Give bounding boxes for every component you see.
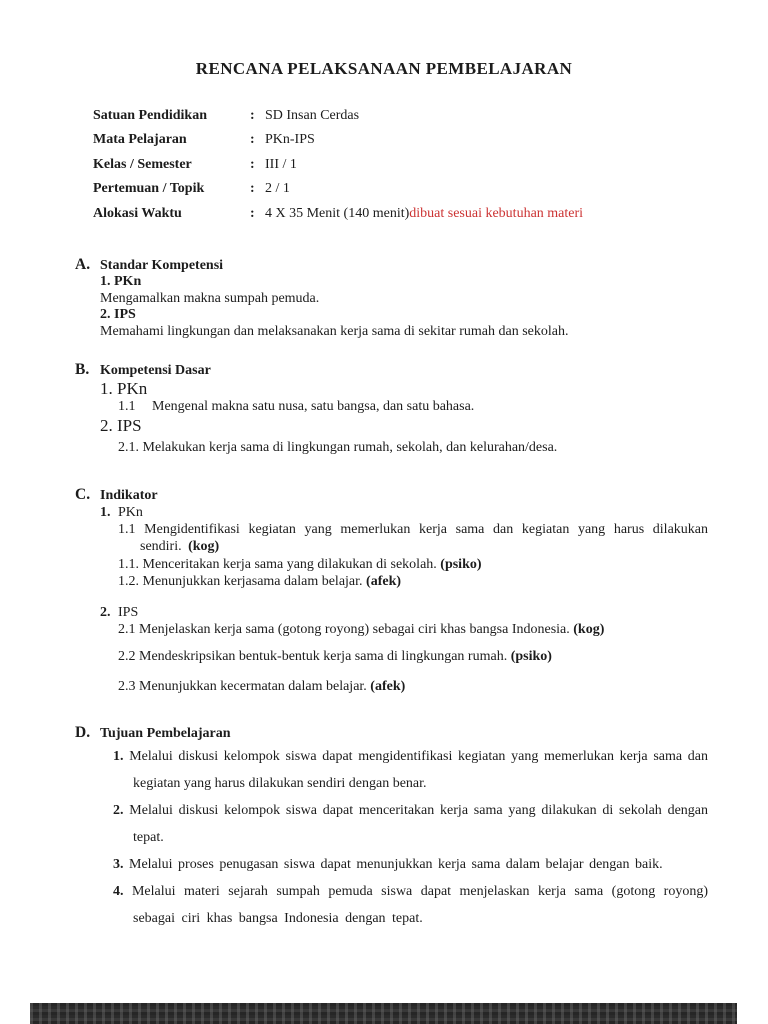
section-heading: Indikator bbox=[100, 487, 158, 503]
list-item bbox=[118, 621, 708, 639]
indicator-group-label bbox=[100, 604, 768, 621]
colon-separator: : bbox=[250, 108, 255, 123]
list-item bbox=[118, 439, 768, 457]
subsection-text: Mengamalkan makna sumpah pemuda. bbox=[100, 290, 320, 306]
item-text: Melakukan kerja sama di lingkungan rumah, sekolah, dan kelurahan/desa. bbox=[142, 439, 558, 455]
header-row-mata-pelajaran bbox=[93, 128, 768, 152]
item-number: 1.1 bbox=[118, 398, 136, 414]
header-value: PKn-IPS bbox=[265, 132, 315, 148]
header-label: Kelas / Semester bbox=[93, 156, 192, 172]
section-letter: D. bbox=[75, 724, 91, 742]
header-value: III / 1 bbox=[265, 156, 297, 172]
item-tag: (psiko) bbox=[440, 556, 482, 572]
item-text: Menjelaskan kerja sama (gotong royong) sebagai ciri khas bangsa Indonesia. bbox=[139, 621, 570, 637]
list-item bbox=[118, 521, 708, 556]
section-heading-row bbox=[75, 361, 768, 379]
list-item bbox=[113, 743, 708, 797]
item-number: 1.1. bbox=[118, 556, 139, 572]
item-number: 4. bbox=[113, 884, 124, 900]
item-tag: (afek) bbox=[366, 574, 402, 590]
item-number: 2.2 bbox=[118, 649, 136, 665]
section-kompetensi-dasar bbox=[0, 361, 768, 457]
item-text: Menunjukkan kecermatan dalam belajar. bbox=[139, 678, 367, 694]
item-number: 2.1. bbox=[118, 439, 139, 455]
list-item bbox=[113, 878, 708, 932]
list-item bbox=[113, 851, 708, 878]
colon-separator: : bbox=[250, 205, 255, 221]
item-text: Melalui proses penugasan siswa dapat menunjukkan kerja sama dalam belajar dengan baik. bbox=[129, 857, 663, 873]
subsection-text: Memahami lingkungan dan melaksanakan kerja sama di sekitar rumah dan sekolah. bbox=[100, 324, 569, 340]
item-number: 1.1 bbox=[118, 521, 136, 537]
header-label: Satuan Pendidikan bbox=[93, 108, 207, 123]
list-item bbox=[113, 797, 708, 851]
section-heading-row bbox=[75, 486, 768, 504]
objective-list bbox=[113, 743, 708, 932]
colon-separator: : bbox=[250, 181, 255, 197]
list-item bbox=[118, 573, 708, 591]
section-indikator bbox=[0, 486, 768, 696]
item-tag: (kog) bbox=[573, 621, 605, 637]
page-title: RENCANA PELAKSANAAN PEMBELAJARAN bbox=[195, 59, 573, 78]
item-number: 2. bbox=[113, 803, 124, 819]
item-tag: (psiko) bbox=[510, 649, 552, 665]
header-row-satuan-pendidikan bbox=[93, 104, 768, 128]
header-value: SD Insan Cerdas bbox=[265, 108, 360, 123]
item-text: Menunjukkan kerjasama dalam belajar. bbox=[142, 574, 363, 590]
list-item bbox=[118, 648, 708, 666]
section-heading-row bbox=[75, 724, 768, 742]
subsection-label: 2. IPS bbox=[100, 307, 136, 323]
item-tag: (kog) bbox=[188, 539, 220, 555]
red-annotation-note: dibuat sesuai kebutuhan materi bbox=[409, 205, 584, 221]
section-heading-row bbox=[75, 256, 768, 274]
colon-separator: : bbox=[250, 132, 255, 148]
item-tag: (afek) bbox=[370, 678, 406, 694]
item-number: 1. bbox=[113, 749, 124, 765]
header-value: 4 X 35 Menit (140 menit) bbox=[265, 205, 410, 221]
section-letter: B. bbox=[75, 360, 90, 378]
subsection-label: 2. IPS bbox=[100, 415, 142, 435]
section-heading: Kompetensi Dasar bbox=[100, 362, 211, 378]
group-name: IPS bbox=[118, 604, 139, 620]
indicator-group-label bbox=[100, 504, 768, 521]
group-number: 2. bbox=[100, 604, 111, 620]
section-tujuan-pembelajaran bbox=[0, 724, 768, 932]
header-row-alokasi-waktu bbox=[93, 202, 768, 226]
group-name: PKn bbox=[118, 504, 143, 520]
list-item bbox=[118, 556, 708, 574]
item-text: Mendeskripsikan bentuk-bentuk kerja sama di lingkungan rumah. bbox=[139, 649, 508, 665]
header-row-pertemuan-topik bbox=[93, 177, 768, 201]
section-a-content bbox=[100, 274, 768, 341]
item-text: Mengidentifikasi kegiatan yang memerlukan kerja sama dan kegiatan yang harus dilakukan sendiri. bbox=[140, 521, 709, 555]
item-number: 2.3 bbox=[118, 678, 136, 694]
scan-artifact-bar bbox=[30, 1003, 737, 1024]
header-info-table bbox=[93, 104, 768, 226]
item-text: Mengenal makna satu nusa, satu bangsa, dan satu bahasa. bbox=[152, 398, 475, 414]
header-label: Alokasi Waktu bbox=[93, 205, 182, 221]
item-number: 3. bbox=[113, 857, 124, 873]
indicator-list bbox=[118, 621, 708, 696]
header-value: 2 / 1 bbox=[265, 181, 290, 197]
item-number: 1.2. bbox=[118, 574, 139, 590]
section-letter: A. bbox=[75, 256, 91, 274]
section-heading: Standar Kompetensi bbox=[100, 258, 224, 274]
header-row-kelas-semester bbox=[93, 153, 768, 177]
item-text: Melalui diskusi kelompok siswa dapat mengidentifikasi kegiatan yang memerlukan kerja sama dan kegiatan yang harus dilakukan sendiri dengan benar. bbox=[129, 749, 708, 792]
colon-separator: : bbox=[250, 156, 255, 172]
header-label: Pertemuan / Topik bbox=[93, 181, 205, 197]
header-label: Mata Pelajaran bbox=[93, 132, 187, 148]
group-number: 1. bbox=[100, 504, 111, 520]
list-item bbox=[118, 678, 708, 696]
section-standar-kompetensi bbox=[0, 256, 768, 341]
subsection-label: 1. PKn bbox=[100, 378, 148, 398]
section-letter: C. bbox=[75, 485, 91, 503]
list-item bbox=[118, 398, 768, 416]
item-text: Melalui diskusi kelompok siswa dapat menceritakan kerja sama yang dilakukan di sekolah dengan tepat. bbox=[129, 803, 709, 846]
indicator-list bbox=[118, 521, 708, 591]
subsection-label: 1. PKn bbox=[100, 274, 142, 290]
item-text: Melalui materi sejarah sumpah pemuda siswa dapat menjelaskan kerja sama (gotong royong) sebagai ciri khas bangsa Indonesia dengan tepat. bbox=[131, 884, 709, 927]
item-text: Menceritakan kerja sama yang dilakukan di sekolah. bbox=[142, 556, 437, 572]
section-heading: Tujuan Pembelajaran bbox=[100, 726, 231, 742]
item-number: 2.1 bbox=[118, 621, 136, 637]
